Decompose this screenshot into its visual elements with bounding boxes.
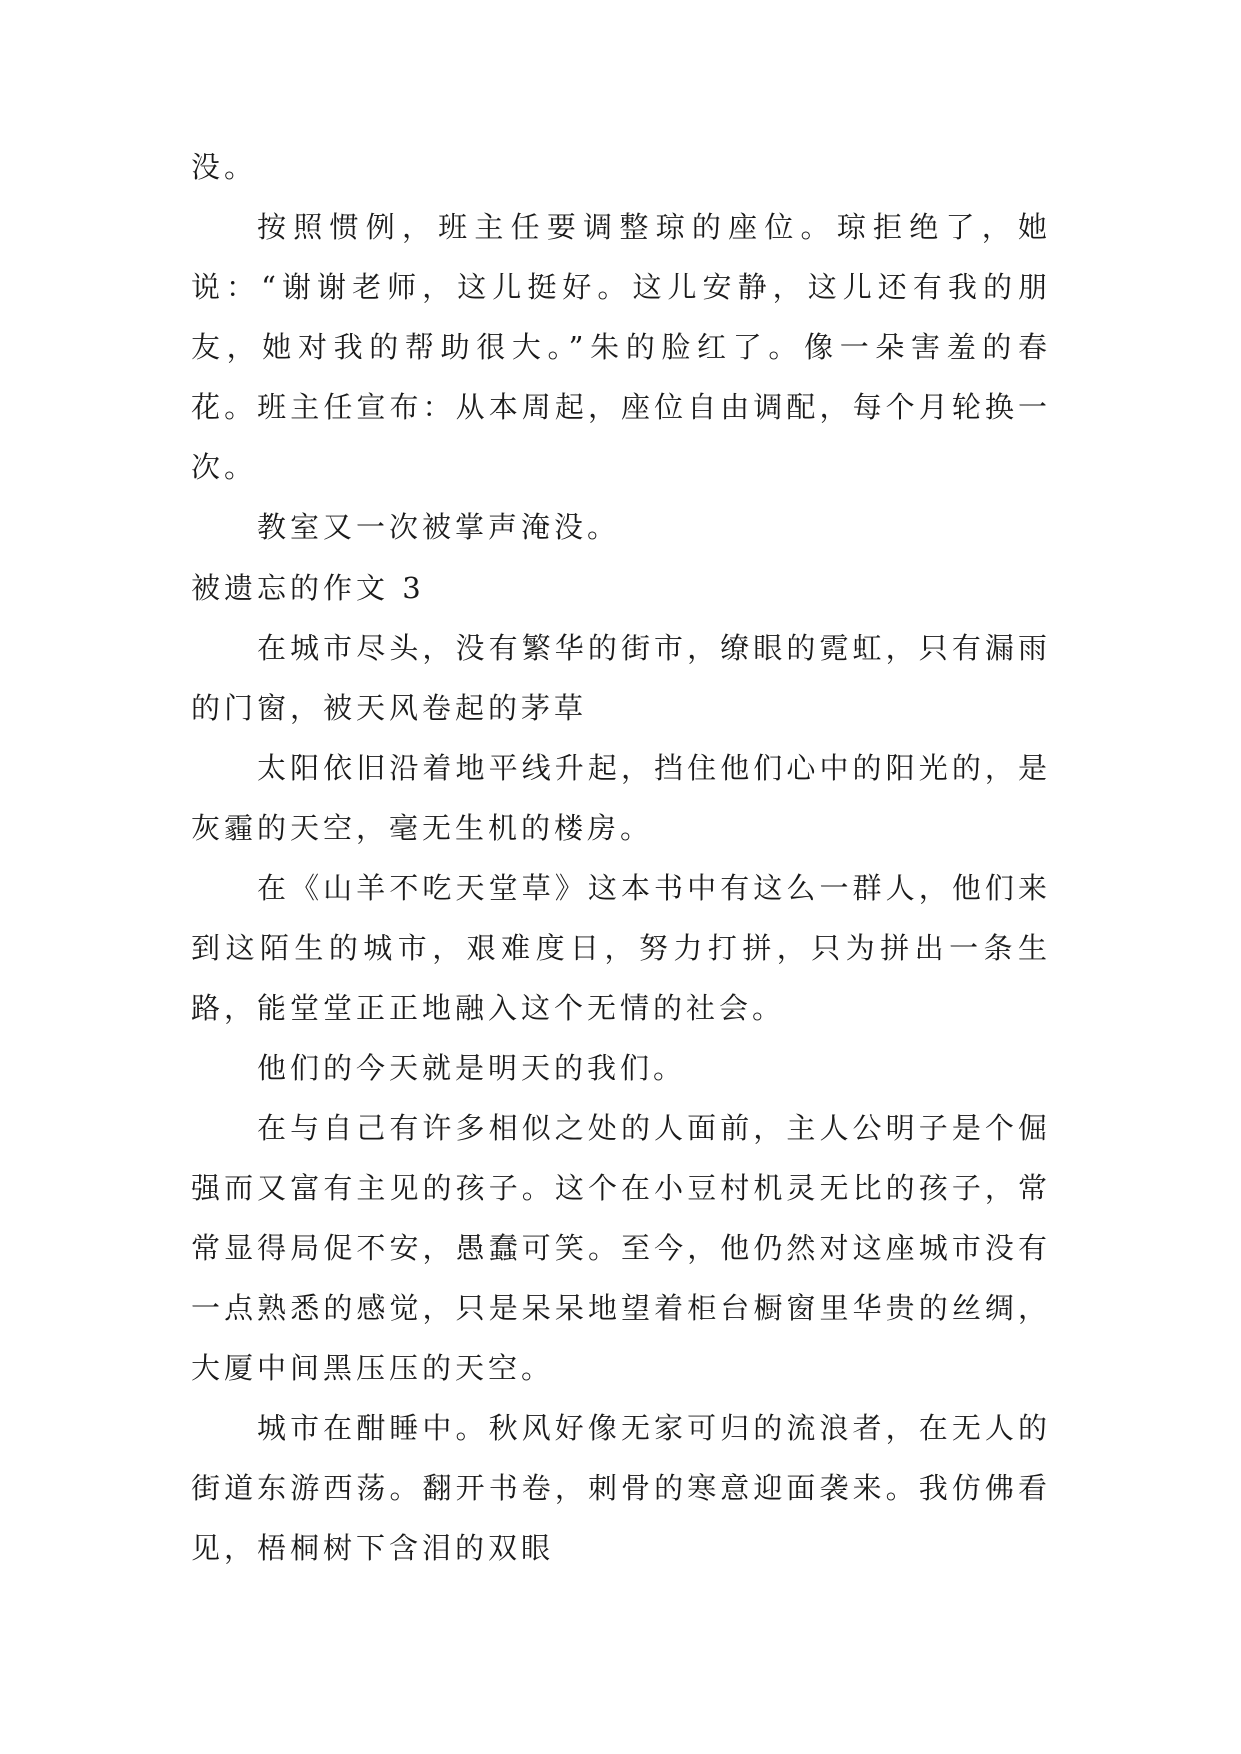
section-essay-3 bbox=[191, 558, 1051, 1578]
paragraph-continuation-end: 没。 bbox=[191, 150, 258, 184]
essay-title: 被遗忘的作文 3 bbox=[191, 571, 425, 605]
section-continuation bbox=[191, 137, 1051, 557]
paragraph-seat-adjustment: 按照惯例，班主任要调整琼的座位。琼拒绝了，她说：“谢谢老师，这儿挺好。这儿安静，这儿还有我的朋友，她对我的帮助很大。”朱的脸红了。像一朵害羞的春花。班主任宣布：从本周起，座位自由调配，每个月轮换一次。 bbox=[191, 210, 1051, 484]
paragraph-tomorrow: 他们的今天就是明天的我们。 bbox=[257, 1051, 687, 1085]
paragraph-sunrise: 太阳依旧沿着地平线升起，挡住他们心中的阳光的，是灰霾的天空，毫无生机的楼房。 bbox=[191, 751, 1051, 845]
paragraph-book-intro: 在《山羊不吃天堂草》这本书中有这么一群人，他们来到这陌生的城市，艰难度日，努力打拼，只为拼出一条生路，能堂堂正正地融入这个无情的社会。 bbox=[191, 871, 1051, 1025]
paragraph-applause: 教室又一次被掌声淹没。 bbox=[257, 510, 621, 544]
paragraph-autumn-wind: 城市在酣睡中。秋风好像无家可归的流浪者，在无人的街道东游西荡。翻开书卷，刺骨的寒意迎面袭来。我仿佛看见，梧桐树下含泪的双眼 bbox=[191, 1411, 1051, 1565]
paragraph-mingzi: 在与自己有许多相似之处的人面前，主人公明子是个倔强而又富有主见的孩子。这个在小豆村机灵无比的孩子，常常显得局促不安，愚蠢可笑。至今，他仍然对这座城市没有一点熟悉的感觉，只是呆呆地望着柜台橱窗里华贵的丝绸，大厦中间黑压压的天空。 bbox=[191, 1111, 1051, 1385]
paragraph-city-edge: 在城市尽头，没有繁华的街市，缭眼的霓虹，只有漏雨的门窗，被天风卷起的茅草 bbox=[191, 631, 1051, 725]
